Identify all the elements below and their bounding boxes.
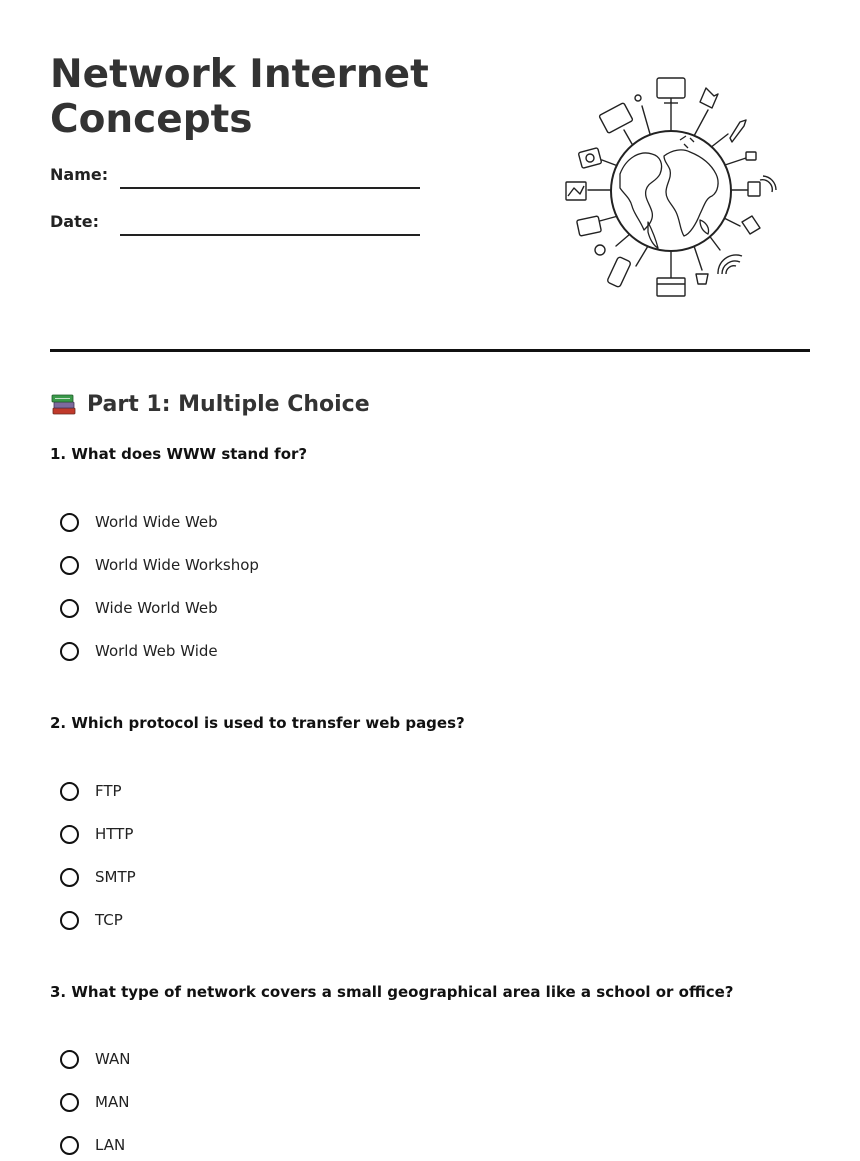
option-label: World Wide Workshop [95, 556, 259, 574]
radio-button[interactable] [60, 825, 79, 844]
answer-option[interactable] [60, 1133, 125, 1157]
radio-button[interactable] [60, 1093, 79, 1112]
radio-button[interactable] [60, 1050, 79, 1069]
section-header [50, 388, 370, 420]
globe-network-devices-icon [560, 70, 782, 300]
section-title: Part 1: Multiple Choice [87, 391, 370, 417]
answer-option[interactable] [60, 822, 133, 846]
date-label: Date: [50, 212, 99, 231]
question-2: 2. Which protocol is used to transfer web pages? [50, 714, 465, 732]
radio-button[interactable] [60, 599, 79, 618]
option-label: SMTP [95, 868, 136, 886]
radio-button[interactable] [60, 868, 79, 887]
date-field[interactable] [120, 234, 420, 236]
option-label: TCP [95, 911, 123, 929]
name-field[interactable] [120, 187, 420, 189]
option-label: HTTP [95, 825, 134, 843]
radio-button[interactable] [60, 1136, 79, 1155]
question-3: 3. What type of network covers a small geographical area like a school or office? [50, 983, 734, 1001]
section-divider [50, 349, 810, 352]
answer-option[interactable] [60, 639, 218, 663]
radio-button[interactable] [60, 911, 79, 930]
option-label: WAN [95, 1050, 131, 1068]
page-title: Network Internet Concepts [50, 52, 429, 142]
option-label: LAN [95, 1136, 126, 1154]
answer-option[interactable] [60, 596, 218, 620]
radio-button[interactable] [60, 782, 79, 801]
option-label: FTP [95, 782, 122, 800]
name-label: Name: [50, 165, 109, 184]
question-1: 1. What does WWW stand for? [50, 445, 308, 463]
radio-button[interactable] [60, 642, 79, 661]
option-label: MAN [95, 1093, 130, 1111]
option-label: Wide World Web [95, 599, 218, 617]
option-label: World Wide Web [95, 513, 218, 531]
answer-option[interactable] [60, 865, 136, 889]
answer-option[interactable] [60, 908, 123, 932]
answer-option[interactable] [60, 1090, 129, 1114]
answer-option[interactable] [60, 510, 218, 534]
radio-button[interactable] [60, 513, 79, 532]
answer-option[interactable] [60, 1047, 131, 1071]
radio-button[interactable] [60, 556, 79, 575]
answer-option[interactable] [60, 779, 122, 803]
answer-option[interactable] [60, 553, 259, 577]
books-icon [50, 390, 78, 418]
option-label: World Web Wide [95, 642, 218, 660]
